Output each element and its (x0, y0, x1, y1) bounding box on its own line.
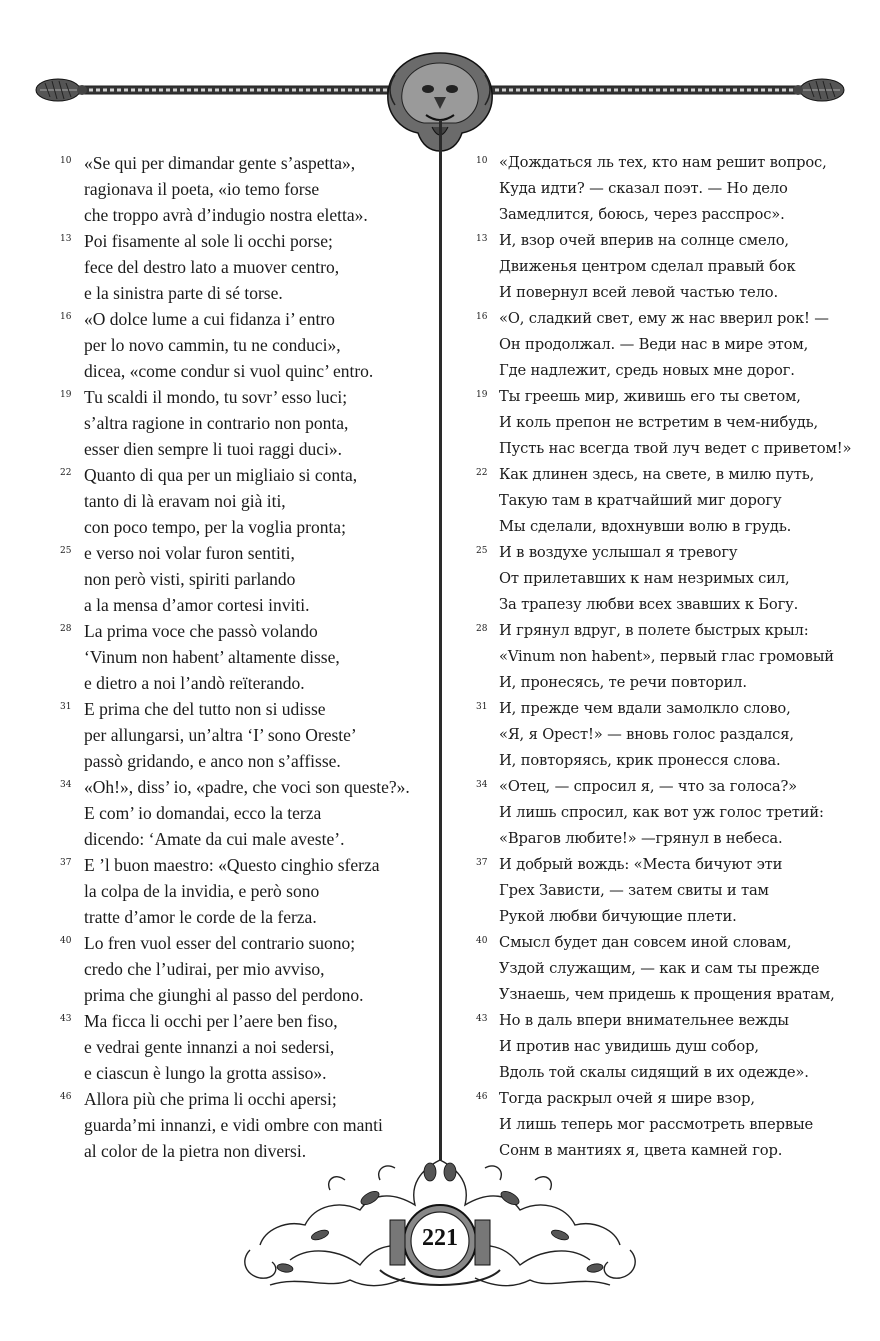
verse-line: e ciascun è lungo la grotta assiso». (84, 1063, 327, 1083)
stanza (442, 930, 880, 1008)
verse-line: И лишь спросил, как вот уж голос третий: (499, 804, 824, 821)
verse-line: Quanto di qua per un migliaio si conta, (84, 465, 358, 485)
verse-line: prima che giunghi al passo del perdono. (84, 985, 364, 1005)
verse-line: Движенья центром сделал правый бок (499, 258, 796, 275)
stanza (442, 618, 880, 696)
verse-line: la colpa de la invidia, e però sono (84, 881, 320, 901)
verse-line: И грянул вдруг, в полете быстрых крыл: (499, 622, 809, 639)
line-number: 10 (60, 156, 72, 166)
line-number: 31 (476, 702, 488, 712)
verse-line: Как длинен здесь, на свете, в милю путь, (499, 466, 815, 483)
verse-line: Замедлится, боюсь, через расспрос». (499, 206, 785, 223)
verse-line: Пусть нас всегда твой луч ведет с приветом!» (499, 440, 852, 457)
verse-line: non però visti, spiriti parlando (84, 569, 296, 589)
line-number: 40 (60, 936, 72, 946)
verse-line: ‘Vinum non habent’ altamente disse, (84, 647, 340, 667)
line-number: 34 (476, 780, 488, 790)
line-number: 19 (60, 390, 72, 400)
verse-line: dicendo: ‘Amate da cui male aveste’. (84, 829, 345, 849)
verse-line: Вдоль той скалы сидящий в их одежде». (499, 1064, 809, 1081)
stanza (442, 150, 880, 228)
italian-column (0, 150, 438, 1164)
verse-line: «Врагов любите!» —грянул в небеса. (499, 830, 783, 847)
stanza (0, 540, 438, 618)
verse-line: s’altra ragione in contrario non ponta, (84, 413, 349, 433)
verse-line: Рукой любви бичующие плети. (499, 908, 737, 925)
line-number: 40 (476, 936, 488, 946)
line-number: 46 (476, 1092, 488, 1102)
line-number: 22 (60, 468, 72, 478)
line-number: 43 (60, 1014, 72, 1024)
verse-line: И, взор очей вперив на солнце смело, (499, 232, 789, 249)
verse-line: Tu scaldi il mondo, tu sovr’ esso luci; (84, 387, 348, 407)
left-finial-icon (36, 79, 87, 101)
line-number: 10 (476, 156, 488, 166)
verse-line: e dietro a noi l’andò reïterando. (84, 673, 305, 693)
verse-line: Тогда раскрыл очей я шире взор, (499, 1090, 755, 1107)
line-number: 28 (476, 624, 488, 634)
verse-line: «О, сладкий свет, ему ж нас вверил рок! — (499, 310, 829, 327)
line-number: 16 (60, 312, 72, 322)
verse-line: E ’l buon maestro: «Questo cinghio sferza (84, 855, 380, 875)
verse-line: e verso noi volar furon sentiti, (84, 543, 295, 563)
line-number: 19 (476, 390, 488, 400)
stanza (0, 774, 438, 852)
verse-line: И против нас увидишь душ собор, (499, 1038, 759, 1055)
stanza (0, 618, 438, 696)
verse-line: Сонм в мантиях я, цвета камней гор. (499, 1142, 783, 1159)
verse-line: per allungarsi, un’altra ‘I’ sono Oreste’ (84, 725, 357, 745)
verse-line: con poco tempo, per la voglia pronta; (84, 517, 346, 537)
verse-line: Такую там в кратчайший миг дорогу (499, 492, 782, 509)
stanza (0, 306, 438, 384)
line-number: 28 (60, 624, 72, 634)
verse-line: От прилетавших к нам незримых сил, (499, 570, 790, 587)
stanza (442, 462, 880, 540)
stanza (442, 852, 880, 930)
verse-line: Грех Зависти, — затем свиты и там (499, 882, 769, 899)
verse-line: al color de la pietra non diversi. (84, 1141, 307, 1161)
line-number: 25 (60, 546, 72, 556)
line-number: 34 (60, 780, 72, 790)
stanza (442, 306, 880, 384)
line-number: 22 (476, 468, 488, 478)
verse-line: Где надлежит, средь новых мне дорог. (499, 362, 795, 379)
verse-line: И повернул всей левой частью тело. (499, 284, 778, 301)
verse-line: «Я, я Орест!» — вновь голос раздался, (499, 726, 794, 743)
stanza (442, 696, 880, 774)
verse-line: Куда идти? — сказал поэт. — Но дело (499, 180, 788, 197)
verse-line: guarda’mi innanzi, e vidi ombre con manti (84, 1115, 383, 1135)
verse-line: Узнаешь, чем придешь к прощения вратам, (499, 986, 835, 1003)
verse-line: Мы сделали, вдохнувши волю в грудь. (499, 518, 792, 535)
verse-line: a la mensa d’amor cortesi inviti. (84, 595, 310, 615)
verse-line: credo che l’udirai, per mio avviso, (84, 959, 325, 979)
verse-line: «Отец, — спросил я, — что за голоса?» (499, 778, 798, 795)
verse-line: «Дождаться ль тех, кто нам решит вопрос, (499, 154, 827, 171)
verse-line: e la sinistra parte di sé torse. (84, 283, 283, 303)
stanza (0, 384, 438, 462)
stanza (0, 930, 438, 1008)
verse-line: fece del destro lato a muover centro, (84, 257, 340, 277)
stanza (0, 150, 438, 228)
right-finial-icon (793, 79, 844, 101)
russian-column (442, 150, 880, 1164)
stanza (0, 696, 438, 774)
verse-line: «Se qui per dimandar gente s’aspetta», (84, 153, 356, 173)
verse-line: tanto di là eravam noi già iti, (84, 491, 286, 511)
verse-line: Allora più che prima li occhi apersi; (84, 1089, 337, 1109)
stanza (0, 1008, 438, 1086)
line-number: 31 (60, 702, 72, 712)
stanza (442, 384, 880, 462)
verse-line: И коль препон не встретим в чем-нибудь, (499, 414, 818, 431)
verse-line: per lo novo cammin, tu ne conduci», (84, 335, 341, 355)
line-number: 43 (476, 1014, 488, 1024)
verse-line: И, прежде чем вдали замолкло слово, (499, 700, 791, 717)
verse-line: ragionava il poeta, «io temo forse (84, 179, 320, 199)
line-number: 13 (476, 234, 488, 244)
verse-line: E com’ io domandai, ecco la terza (84, 803, 322, 823)
verse-line: И, пронесясь, те речи повторил. (499, 674, 747, 691)
line-number: 13 (60, 234, 72, 244)
stanza (442, 540, 880, 618)
verse-line: «Oh!», diss’ io, «padre, che voci son queste?». (84, 777, 410, 797)
page-number: 221 (422, 1225, 458, 1251)
verse-line: И, повторяясь, крик пронесся слова. (499, 752, 781, 769)
stanza (0, 852, 438, 930)
line-number: 37 (476, 858, 488, 868)
verse-line: dicea, «come condur si vuol quinc’ entro. (84, 361, 374, 381)
verse-line: Но в даль впери внимательнее вежды (499, 1012, 789, 1029)
line-number: 46 (60, 1092, 72, 1102)
verse-line: che troppo avrà d’indugio nostra eletta». (84, 205, 368, 225)
verse-line: За трапезу любви всех звавших к Богу. (499, 596, 799, 613)
stanza (0, 462, 438, 540)
verse-line: И лишь теперь мог рассмотреть впервые (499, 1116, 814, 1133)
verse-line: Он продолжал. — Веди нас в мире этом, (499, 336, 809, 353)
verse-line: Уздой служащим, — как и сам ты прежде (499, 960, 820, 977)
line-number: 25 (476, 546, 488, 556)
verse-line: «O dolce lume a cui fidanza i’ entro (84, 309, 335, 329)
stanza (442, 1008, 880, 1086)
line-number: 37 (60, 858, 72, 868)
verse-line: Poi fisamente al sole li occhi porse; (84, 231, 333, 251)
line-number: 16 (476, 312, 488, 322)
verse-line: И в воздухе услышал я тревогу (499, 544, 738, 561)
verse-line: Ты греешь мир, живишь его ты светом, (499, 388, 801, 405)
verse-line: passò gridando, e anco non s’affisse. (84, 751, 341, 771)
verse-line: La prima voce che passò volando (84, 621, 318, 641)
verse-line: Ma ficca li occhi per l’aere ben fiso, (84, 1011, 338, 1031)
verse-line: E prima che del tutto non si udisse (84, 699, 326, 719)
verse-line: «Vinum non habent», первый глас громовый (499, 648, 834, 665)
verse-line: Смысл будет дан совсем иной словам, (499, 934, 792, 951)
stanza (442, 228, 880, 306)
stanza (0, 228, 438, 306)
stanza (442, 774, 880, 852)
verse-line: И добрый вождь: «Места бичуют эти (499, 856, 783, 873)
verse-line: tratte d’amor le corde de la ferza. (84, 907, 317, 927)
verse-line: e vedrai gente innanzi a noi sedersi, (84, 1037, 335, 1057)
verse-line: esser dien sempre li tuoi raggi duci». (84, 439, 343, 459)
verse-line: Lo fren vuol esser del contrario suono; (84, 933, 356, 953)
